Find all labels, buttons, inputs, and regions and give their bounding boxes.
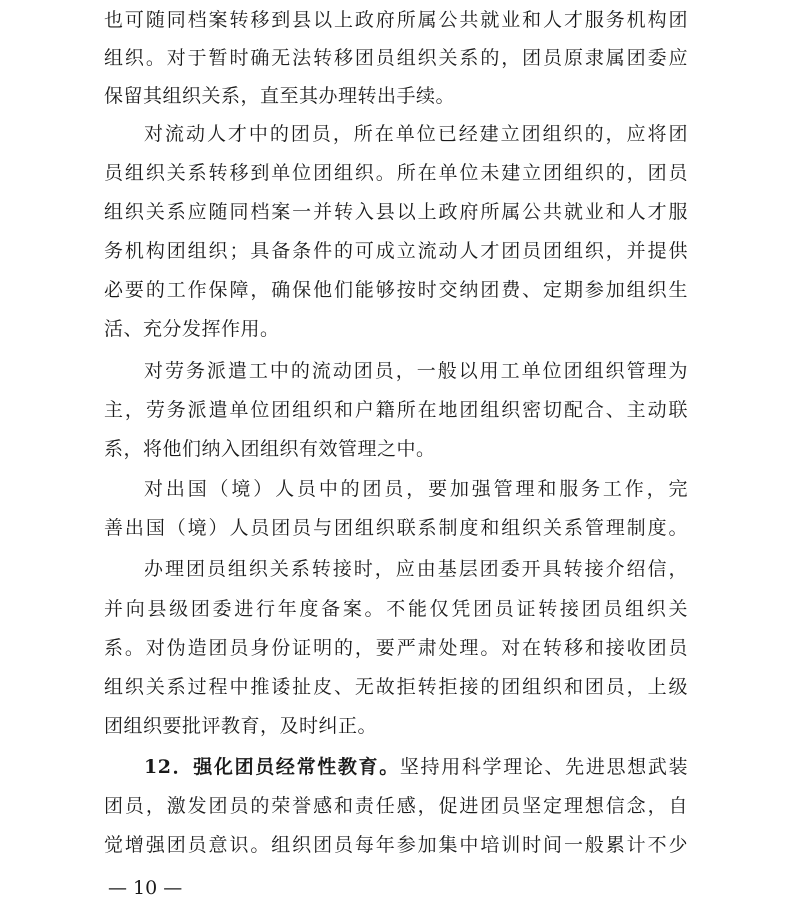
paragraph-5-line-2: 并向县级团委进行年度备案。不能仅凭团员证转接团员组织关 [104,598,688,620]
paragraph-2-line-4: 务机构团组织；具备条件的可成立流动人才团员团组织，并提供 [104,240,688,262]
paragraph-4-line-2: 善出国（境）人员团员与团组织联系制度和组织关系管理制度。 [104,517,688,539]
paragraph-2-line-3: 组织关系应随同档案一并转入县以上政府所属公共就业和人才服 [104,201,688,223]
paragraph-5-line-4: 组织关系过程中推诿扯皮、无故拒转拒接的团组织和团员，上级 [104,676,688,698]
paragraph-2-line-6: 活、充分发挥作用。 [104,318,280,340]
paragraph-3-line-2: 主，劳务派遣单位团组织和户籍所在地团组织密切配合、主动联 [104,399,688,421]
paragraph-1-line-3: 保留其组织关系，直至其办理转出手续。 [104,85,456,107]
paragraph-6-line-2: 团员，激发团员的荣誉感和责任感，促进团员坚定理想信念，自 [104,795,688,817]
paragraph-5-line-1: 办理团员组织关系转接时，应由基层团委开具转接介绍信， [144,558,688,580]
paragraph-5-line-5: 团组织要批评教育，及时纠正。 [104,715,378,737]
paragraph-1-line-1: 也可随同档案转移到县以上政府所属公共就业和人才服务机构团 [104,9,688,31]
paragraph-2-line-5: 必要的工作保障，确保他们能够按时交纳团费、定期参加组织生 [104,279,688,301]
page-number: — 10 — [108,877,183,899]
paragraph-3-line-3: 系，将他们纳入团组织有效管理之中。 [104,438,436,460]
paragraph-4-line-1: 对出国（境）人员中的团员，要加强管理和服务工作，完 [144,478,688,500]
paragraph-2-line-1: 对流动人才中的团员，所在单位已经建立团组织的，应将团 [144,123,688,145]
paragraph-6-line-1 [144,747,688,787]
section-heading-rest: 坚持用科学理论、先进思想武装 [399,756,688,778]
paragraph-6-line-3: 觉增强团员意识。组织团员每年参加集中培训时间一般累计不少 [104,834,688,856]
section-heading: 12．强化团员经常性教育。 [144,756,400,778]
paragraph-2-line-2: 员组织关系转移到单位团组织。所在单位未建立团组织的，团员 [104,162,688,184]
paragraph-5-line-3: 系。对伪造团员身份证明的，要严肃处理。对在转移和接收团员 [104,637,688,659]
paragraph-1-line-2: 组织。对于暂时确无法转移团员组织关系的，团员原隶属团委应 [104,47,688,69]
paragraph-3-line-1: 对劳务派遣工中的流动团员，一般以用工单位团组织管理为 [144,360,688,382]
